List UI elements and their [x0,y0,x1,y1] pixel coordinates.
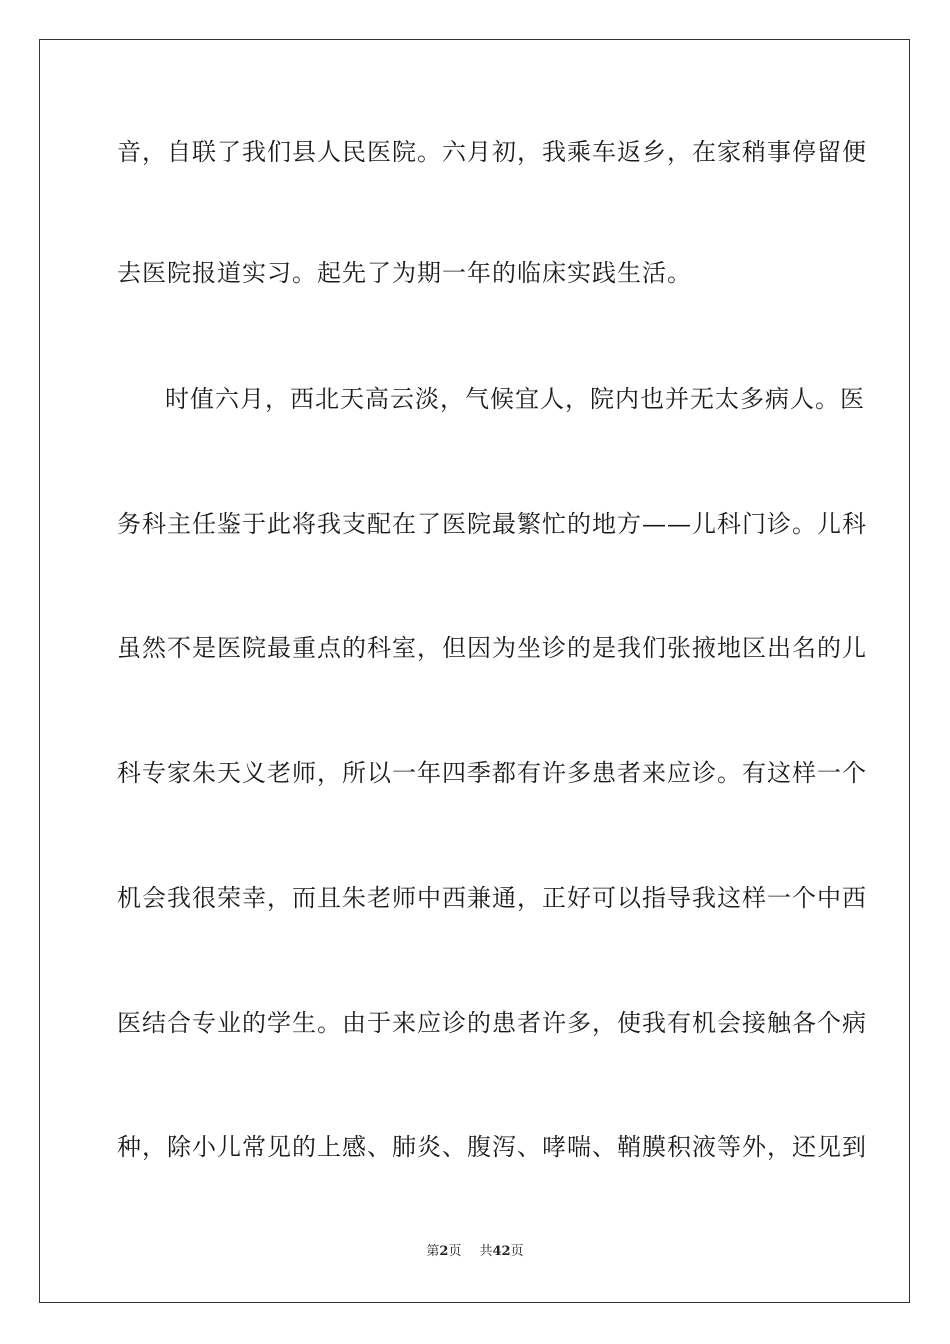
page-prefix: 第 [426,1244,440,1259]
page-suffix: 页 [448,1244,462,1259]
total-suffix: 页 [510,1244,524,1259]
text-line: 去医院报道实习。起先了为期一年的临床实践生活。 [117,259,692,287]
text-line: 科专家朱天义老师，所以一年四季都有许多患者来应诊。有这样一个 [117,759,867,787]
page-border [39,39,910,1303]
text-line: 虽然不是医院最重点的科室，但因为坐诊的是我们张掖地区出名的儿 [117,634,867,662]
page-number: 2 [439,1244,449,1259]
total-prefix: 共 [479,1244,493,1259]
text-line: 种，除小儿常见的上感、肺炎、腹泻、哮喘、鞘膜积液等外，还见到 [117,1133,867,1161]
text-line: 医结合专业的学生。由于来应诊的患者许多，使我有机会接触各个病 [117,1009,867,1037]
total-pages: 42 [492,1244,511,1259]
text-line: 机会我很荣幸，而且朱老师中西兼通，正好可以指导我这样一个中西 [117,884,867,912]
page-footer [0,1243,950,1261]
text-line: 务科主任鉴于此将我支配在了医院最繁忙的地方——儿科门诊。儿科 [117,510,867,538]
paragraph-first-line: 时值六月，西北天高云淡，气候宜人，院内也并无太多病人。医 [165,385,865,413]
text-line: 音，自联了我们县人民医院。六月初，我乘车返乡，在家稍事停留便 [117,138,867,166]
